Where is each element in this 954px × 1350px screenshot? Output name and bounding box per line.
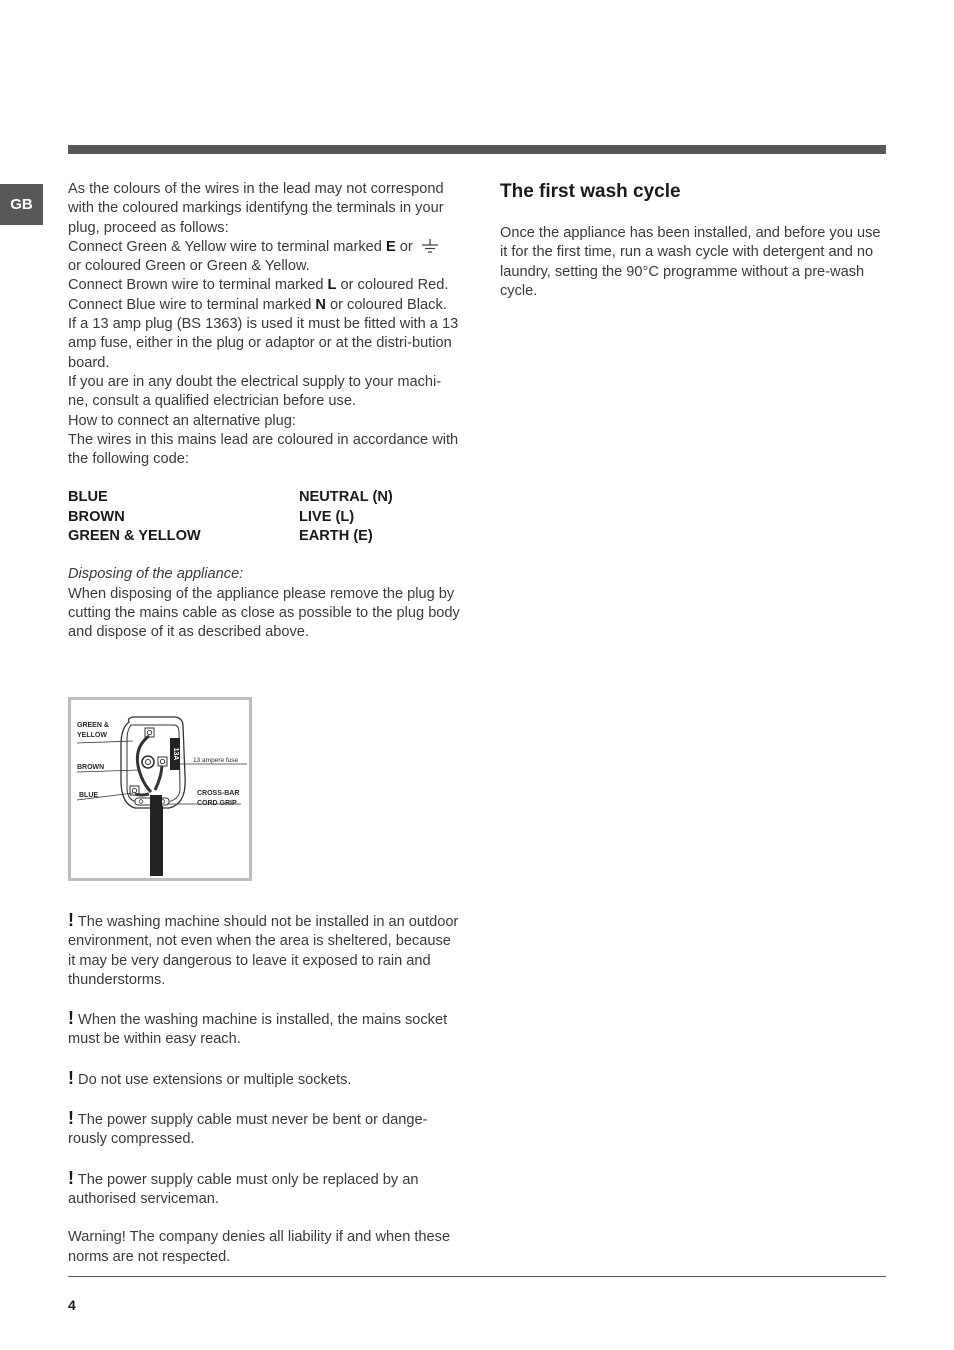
warning-mark: ! [68,1067,74,1088]
final-warning: Warning! The company denies all liability if and when these norms are not respected. [68,1229,451,1265]
wire-terminal: EARTH (E) [299,528,373,545]
warning-item: ! The washing machine should not be installed in an outdoor environment, not even when the area is sheltered, because it may be very dangerous to leave it exposed to rain and thunderstorms. [68,910,459,988]
warning-item: ! When the washing machine is installed, the mains socket must be within easy reach. [68,1008,448,1048]
warnings-list [68,911,460,1267]
wire-colour: GREEN & YELLOW [68,528,201,545]
warning-mark: ! [68,910,74,930]
label-brown: BROWN [77,764,105,771]
label-green-yellow-2: YELLOW [77,732,107,739]
label-crossbar-1: CROSS-BAR [197,790,240,797]
warning-mark: ! [68,1167,74,1188]
doubt-paragraph: If you are in any doubt the electrical supply to your machi-ne, consult a qualified electrician before use. [68,373,442,410]
blue-instruction: Connect Blue wire to terminal marked N or coloured Black. [68,296,447,313]
warning-mark: ! [68,1008,74,1029]
fuse-paragraph: If a 13 amp plug (BS 1363) is used it must be fitted with a 13 amp fuse, either in the plug or adaptor or at the distri-bution board. [68,316,459,371]
wire-code-table [68,488,460,546]
wire-terminal: NEUTRAL (N) [299,489,393,506]
section-title: The first wash cycle [500,181,681,202]
dispose-heading: Disposing of the appliance: [68,566,244,583]
wire-colour: BROWN [68,508,125,525]
footer-rule [68,1276,886,1277]
language-tab: GB [0,184,43,225]
label-blue: BLUE [79,792,99,799]
plug-diagram-frame [68,697,252,881]
fuse-marking: 13A [172,747,179,761]
first-wash-paragraph: Once the appliance has been installed, and before you use it for the first time, run a wash cycle with detergent and no laundry, setting the 90°C programme without a pre-wash cycle. [500,225,881,299]
header-bar [68,145,886,154]
wire-terminal: LIVE (L) [299,508,355,525]
wire-colour: BLUE [68,489,108,506]
plug-wiring-diagram [71,700,249,878]
warning-mark: ! [68,1108,74,1129]
warning-item: ! The power supply cable must never be bent or dange-rously compressed. [68,1108,428,1148]
alt-plug-heading: How to connect an alternative plug: [68,412,296,429]
green-yellow-instruction: Connect Green & Yellow wire to terminal marked E or or coloured Green or Green & Yellow. [68,238,460,277]
right-column [500,180,890,301]
label-green-yellow-1: GREEN & [77,722,109,729]
warning-item: ! The power supply cable must only be replaced by an authorised serviceman. [68,1167,419,1207]
code-paragraph: The wires in this mains lead are coloured in accordance with the following code: [68,431,459,468]
dispose-paragraph: When disposing of the appliance please remove the plug by cutting the mains cable as close as possible to the plug body and dispose of it as described above. [68,585,460,641]
earth-ground-icon [421,239,439,254]
left-column [68,180,460,643]
intro-paragraph: As the colours of the wires in the lead may not correspond with the coloured markings identifyng the terminals in your plug, proceed as follows: [68,181,444,236]
warning-item: ! Do not use extensions or multiple sockets. [68,1067,352,1088]
brown-instruction: Connect Brown wire to terminal marked L or coloured Red. [68,277,449,294]
label-crossbar-2: CORD GRIP [197,800,237,807]
page-number: 4 [68,1297,76,1313]
label-fuse: 13 ampere fuse [193,757,239,764]
